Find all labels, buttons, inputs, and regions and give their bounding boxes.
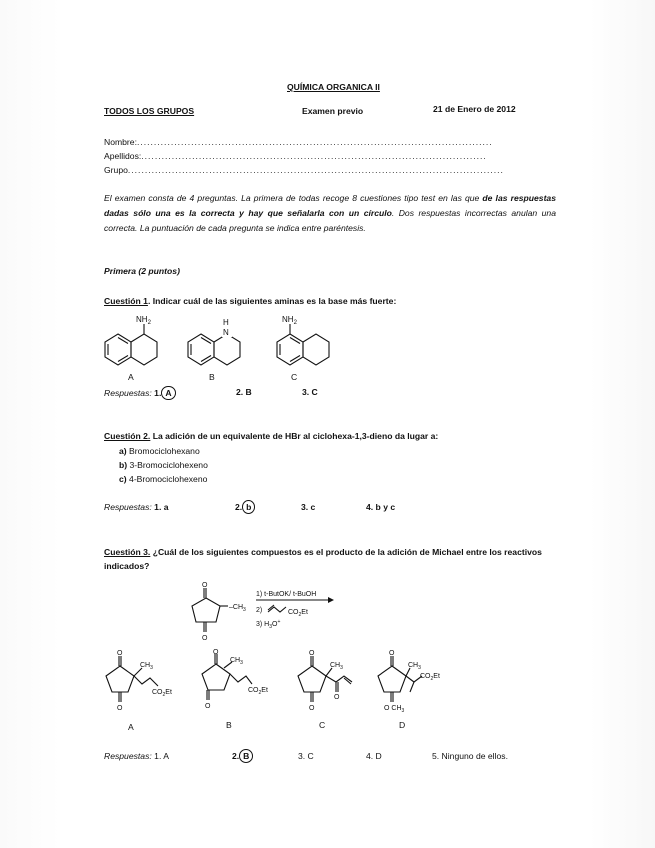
condition-3: 3) $H_3O^+$ [256,619,281,630]
q3-option-3[interactable]: 3. C [298,751,314,761]
condition-2-ester: $CO_2Et$ [288,609,308,618]
q2-option-1[interactable]: 1. a [154,502,169,512]
q3-option-5[interactable]: 5. Ninguno de ellos. [432,751,508,761]
product-d [378,650,440,714]
svg-text:O: O [309,705,315,712]
q3-option-1[interactable]: 1. A [154,751,169,761]
svg-text:O: O [389,650,395,657]
product-c [298,650,352,712]
q3-struct-label-b: B [226,720,232,730]
q2-option-4[interactable]: 4. b y c [366,502,396,512]
q3-option-2[interactable] [232,749,253,763]
q2-text: La adición de un equivalente de HBr al ciclohexa-1,3-dieno da lugar a: [150,431,439,441]
exam-date: 21 de Enero de 2012 [433,104,516,114]
intro-paragraph [104,191,556,236]
q3-option-4[interactable]: 4. D [366,751,382,761]
q2-item-c-key: c) [119,474,127,484]
svg-text:O: O [213,649,219,656]
h-label-b: H [223,318,229,327]
q3-option-2-num: 2. [232,751,240,761]
q1-option-1-circled[interactable]: A [161,386,175,400]
q2-option-3[interactable]: 3. c [301,502,316,512]
svg-text:CO2Et: $CO_2Et$ [152,689,172,698]
svg-text:CH3: $CH_3$ [140,662,153,671]
q1-struct-label-c: C [291,372,298,382]
structure-c [277,315,329,365]
section-heading: Primera (2 puntos) [104,266,180,276]
q1-resp-label: Respuestas: [104,388,152,398]
exam-type: Examen previo [302,106,364,116]
q1-option-1-num[interactable]: 1. [154,388,162,398]
q2-item-b [119,460,208,470]
q3-struct-label-a: A [128,722,134,732]
apellidos-field: Apellidos:...................................................................................................... [104,151,487,161]
svg-text:CO2Et: $CO_2Et$ [248,687,268,696]
svg-text:O: O [117,705,123,712]
condition-1: 1) t-ButOK/ t-BuOH [256,591,317,598]
q3-struct-label-c: C [319,720,326,730]
q3-struct-label-d: D [399,720,406,730]
q2-answers [104,502,169,512]
svg-text:O: O [202,635,208,642]
svg-text:O: O [309,650,315,657]
svg-text:O: O [117,650,123,657]
svg-text:CO2Et: $CO_2Et$ [420,673,440,682]
product-a [106,650,172,712]
n-label-b: N [223,328,229,337]
q3-option-2-circled: B [239,749,253,763]
q1-label: Cuestión 1 [104,296,148,306]
structure-b [188,318,240,365]
intro-text-bold: de las respuestas dadas sólo una es la correcta y hay que señalarla con un círculo [104,193,556,218]
q2-item-a-key: a) [119,446,127,456]
q1-answers [104,386,176,400]
reactant-diketone [192,582,246,642]
reactant-ch3: $-CH_3$ [229,604,246,613]
q1-option-3[interactable]: 3. C [302,387,318,397]
nombre-label: Nombre: [104,137,137,147]
product-b [202,649,268,710]
q3-reaction-scheme [178,582,358,644]
nh2-label-c: $NH_2$ [282,315,297,326]
q1-option-2[interactable]: 2. B [236,387,252,397]
q2-item-b-key: b) [119,460,128,470]
apellidos-label: Apellidos: [104,151,142,161]
q2-item-b-text: 3-Bromociclohexeno [127,460,208,470]
structure-a [105,315,157,365]
q3-answers [104,751,169,761]
q2-option-2[interactable] [235,500,255,514]
svg-text:CH3: $CH_3$ [330,662,343,671]
exam-title: QUÍMICA ORGANICA II [287,82,380,92]
q1-struct-label-b: B [209,372,215,382]
q1-heading [104,296,396,306]
q2-option-2-num: 2. [235,502,243,512]
intro-text-2: . Dos respuestas incorrectas anulan una correcta. La puntuación de cada pregunta se indica entre paréntesis. [104,208,556,233]
q3-heading [104,545,556,573]
svg-text:CH3: $CH_3$ [408,662,421,671]
q2-option-2-circled: b [242,500,255,514]
nombre-field: Nombre:......................................................................................................... [104,137,493,147]
nh2-label-a: $NH_2$ [136,315,151,326]
q1-text: . Indicar cuál de las siguientes aminas es la base más fuerte: [147,296,397,306]
q2-resp-label: Respuestas: [104,502,152,512]
q2-item-a-text: Bromociclohexano [126,446,200,456]
svg-text:O: O [205,703,211,710]
condition-2: 2) [256,607,263,614]
svg-text:O: O [334,694,340,701]
svg-text:CH3: $CH_3$ [230,657,243,666]
q2-item-c-text: 4-Bromociclohexeno [126,474,208,484]
q3-text: ¿Cuál de los siguientes compuestos es el producto de la adición de Michael entre los reactivos indicados? [104,547,542,571]
grupo-label: Grupo [104,165,128,175]
groups-label: TODOS LOS GRUPOS [104,106,195,116]
q3-resp-label: Respuestas: [104,751,152,761]
grupo-field: Grupo............................................................................................................... [104,165,504,175]
q3-label: Cuestión 3. [104,547,151,557]
q2-item-c [119,474,207,484]
svg-text:O CH3: O $CH_3$ [384,705,405,714]
q1-struct-label-a: A [128,372,134,382]
svg-text:O: O [202,582,208,589]
q3-products [92,648,532,726]
intro-text-1: El examen consta de 4 preguntas. La primera de todas recoge 8 cuestiones tipo test en las que [104,193,480,203]
q2-label: Cuestión 2. [104,431,151,441]
q2-heading [104,431,438,441]
q2-item-a [119,446,200,456]
